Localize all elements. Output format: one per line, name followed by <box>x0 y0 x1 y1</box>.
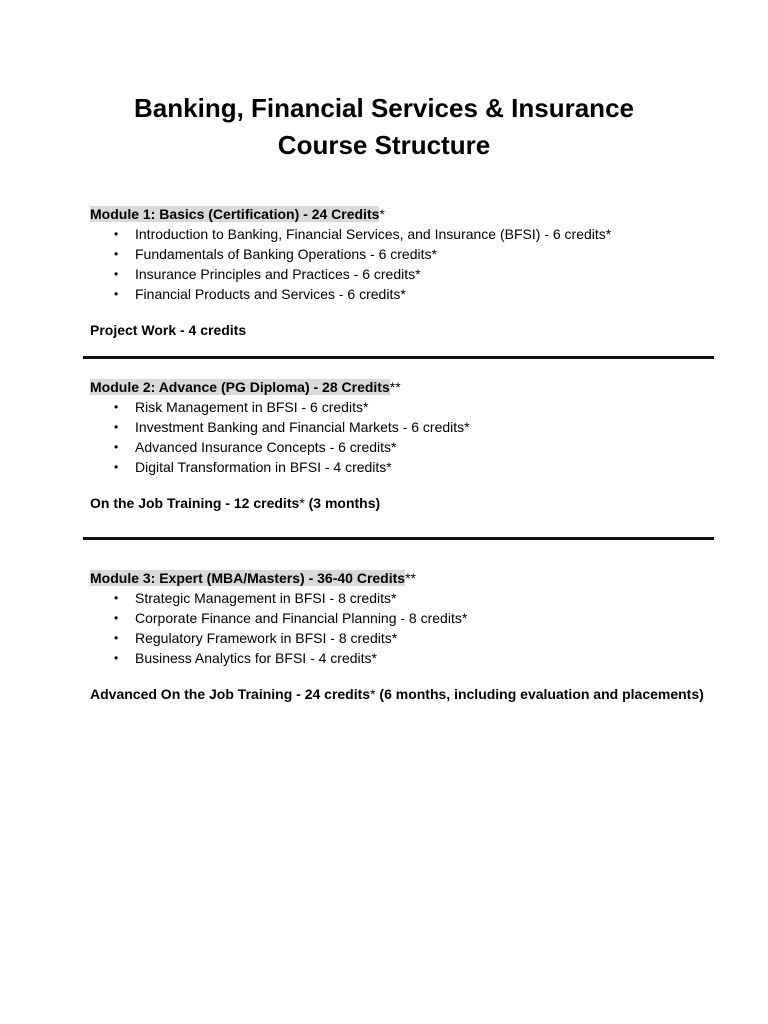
bullet-icon: • <box>114 591 119 605</box>
section-divider-2 <box>83 537 714 540</box>
course-item-text: Introduction to Banking, Financial Services, and Insurance (BFSI) - 6 credits* <box>135 226 612 242</box>
bullet-icon: • <box>114 420 119 434</box>
module-2-extra-main: On the Job Training - 12 credits <box>90 495 300 511</box>
module-2-heading-text: Module 2: Advance (PG Diploma) - 28 Credits <box>90 379 390 395</box>
module-1-course-list <box>90 224 710 304</box>
list-item <box>90 437 710 457</box>
module-3-heading-asterisk: ** <box>405 570 416 586</box>
list-item <box>90 648 710 668</box>
module-1-heading-text: Module 1: Basics (Certification) - 24 Credits <box>90 206 380 222</box>
module-2-heading <box>90 377 710 397</box>
course-item-text: Risk Management in BFSI - 6 credits* <box>135 399 369 415</box>
course-item-text: Financial Products and Services - 6 credits* <box>135 286 406 302</box>
list-item <box>90 284 710 304</box>
bullet-icon: • <box>114 631 119 645</box>
course-item-text: Advanced Insurance Concepts - 6 credits* <box>135 439 397 455</box>
course-item-text: Corporate Finance and Financial Planning - 8 credits* <box>135 610 468 626</box>
section-divider-1 <box>83 356 714 359</box>
module-3-advanced-job-training <box>90 684 710 704</box>
list-item <box>90 457 710 477</box>
bullet-icon: • <box>114 267 119 281</box>
module-3-extra-tail: (6 months, including evaluation and placements) <box>375 686 704 702</box>
bullet-icon: • <box>114 227 119 241</box>
module-1-heading <box>90 204 710 224</box>
course-item-text: Fundamentals of Banking Operations - 6 credits* <box>135 246 437 262</box>
module-2-section <box>90 377 710 513</box>
list-item <box>90 608 710 628</box>
bullet-icon: • <box>114 287 119 301</box>
bullet-icon: • <box>114 400 119 414</box>
module-3-course-list <box>90 588 710 668</box>
list-item <box>90 628 710 648</box>
list-item <box>90 588 710 608</box>
document-title <box>0 90 768 164</box>
list-item <box>90 224 710 244</box>
module-1-heading-asterisk: * <box>379 206 385 222</box>
module-3-extra-main: Advanced On the Job Training - 24 credits <box>90 686 371 702</box>
module-1-extra-main: Project Work - 4 credits <box>90 322 247 338</box>
course-item-text: Business Analytics for BFSI - 4 credits* <box>135 650 377 666</box>
title-line-1: Banking, Financial Services & Insurance <box>134 93 634 123</box>
bullet-icon: • <box>114 460 119 474</box>
module-1-project-work <box>90 320 710 340</box>
title-line-2: Course Structure <box>277 130 491 160</box>
module-2-course-list <box>90 397 710 477</box>
bullet-icon: • <box>114 651 119 665</box>
module-3-section <box>90 568 710 704</box>
list-item <box>90 397 710 417</box>
course-item-text: Digital Transformation in BFSI - 4 credits* <box>135 459 392 475</box>
module-3-heading <box>90 568 710 588</box>
bullet-icon: • <box>114 611 119 625</box>
module-1-section <box>90 204 710 340</box>
module-2-heading-asterisk: ** <box>389 379 401 395</box>
list-item <box>90 417 710 437</box>
course-item-text: Investment Banking and Financial Markets - 6 credits* <box>135 419 470 435</box>
course-item-text: Regulatory Framework in BFSI - 8 credits* <box>135 630 398 646</box>
module-3-heading-text: Module 3: Expert (MBA/Masters) - 36-40 Credits <box>90 570 406 586</box>
module-3-extra-star: * <box>370 686 376 702</box>
module-2-extra-tail: (3 months) <box>304 495 381 511</box>
course-item-text: Strategic Management in BFSI - 8 credits* <box>135 590 397 606</box>
bullet-icon: • <box>114 440 119 454</box>
module-2-extra-star: * <box>299 495 305 511</box>
module-2-job-training <box>90 493 710 513</box>
list-item <box>90 244 710 264</box>
list-item <box>90 264 710 284</box>
course-item-text: Insurance Principles and Practices - 6 credits* <box>135 266 421 282</box>
bullet-icon: • <box>114 247 119 261</box>
